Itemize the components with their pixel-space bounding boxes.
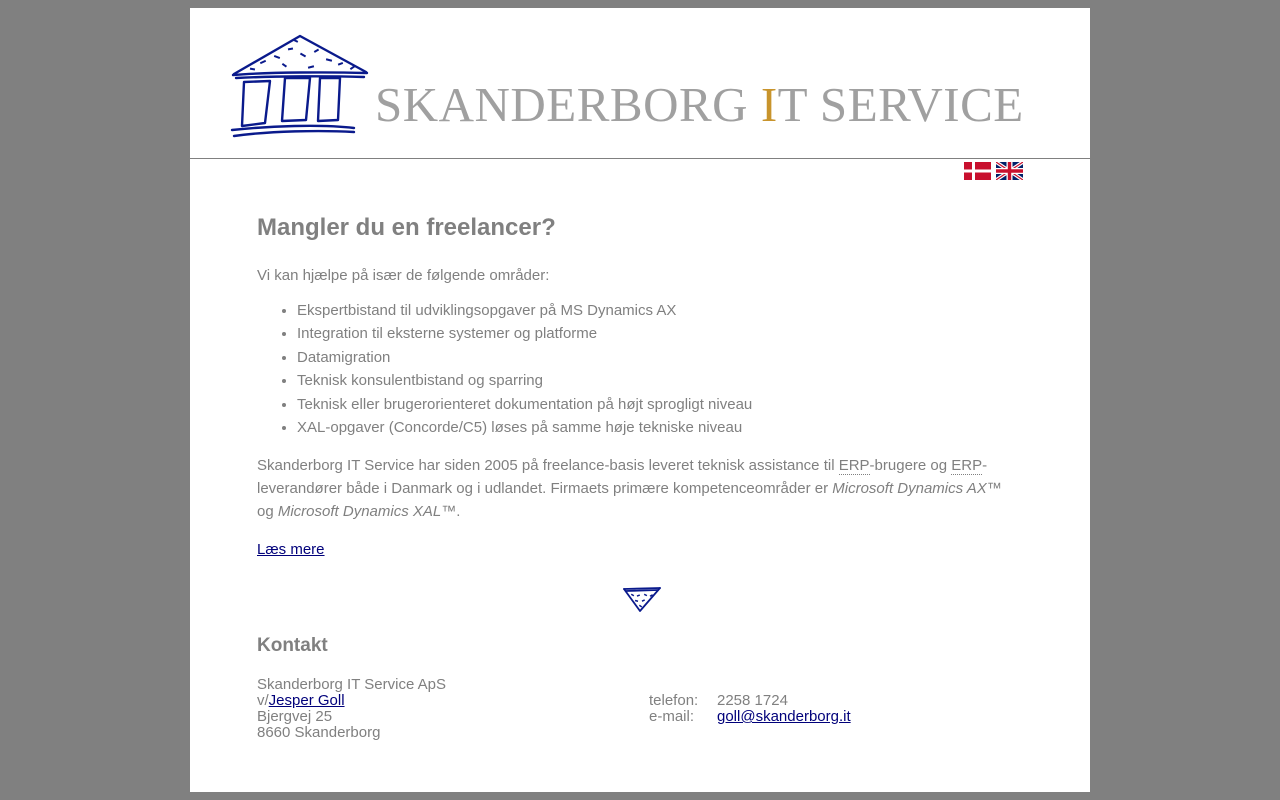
uk-flag-icon[interactable]: [996, 162, 1023, 180]
trademark-symbol: ™: [986, 480, 1002, 498]
erp-abbr[interactable]: ERP: [951, 457, 983, 475]
city-address: 8660 Skanderborg: [257, 724, 381, 741]
company-description: [257, 454, 1017, 523]
pediment-divider-icon: [622, 586, 662, 614]
contact-person-row: [257, 693, 446, 709]
email-link[interactable]: goll@skanderborg.it: [717, 708, 851, 725]
brand-wordmark: [375, 77, 1024, 132]
description-text: og: [257, 503, 278, 521]
product-name: Microsoft Dynamics AX: [832, 480, 987, 498]
main-content: [257, 208, 1017, 561]
phone-row: [649, 693, 851, 709]
intro-text: Vi kan hjælpe på især de følgende områder:: [257, 267, 550, 284]
list-item: • Integration til eksterne systemer og platforme: [297, 322, 1017, 345]
brand-text-accent: I: [760, 77, 778, 132]
brand-text-pre: SKANDERBORG: [375, 77, 761, 132]
list-item: • Teknisk eller brugerorienteret dokumentation på højt sprogligt niveau: [297, 393, 1017, 416]
email-label: e-mail:: [649, 708, 695, 725]
phone-label: telefon:: [649, 692, 699, 709]
description-text: -leverandører både i Danmark og i udlandet. Firmaets primære kompetenceområder er: [257, 457, 988, 498]
list-item: • Datamigration: [297, 346, 1017, 369]
company-name: Skanderborg IT Service ApS: [257, 676, 446, 693]
contact-heading: Kontakt: [257, 635, 328, 656]
temple-icon[interactable]: [230, 34, 370, 138]
contact-person-link[interactable]: Jesper Goll: [268, 692, 345, 709]
brand-text-post: T SERVICE: [777, 77, 1024, 132]
contact-details: [649, 693, 851, 725]
site-header: [190, 8, 1090, 159]
read-more-link[interactable]: Læs mere: [257, 541, 325, 559]
description-text: Skanderborg IT Service har siden 2005 på freelance-basis leveret teknisk assistance til: [257, 457, 839, 475]
danish-flag-icon[interactable]: [964, 162, 991, 180]
service-areas-list: [257, 299, 1017, 439]
email-row: [649, 709, 851, 725]
phone-number: 2258 1724: [717, 692, 788, 709]
erp-abbr[interactable]: ERP: [838, 457, 870, 475]
attn-prefix: v/: [257, 692, 269, 709]
street-address: Bjergvej 25: [257, 708, 333, 725]
description-text: .: [456, 503, 461, 521]
trademark-symbol: ™: [441, 503, 457, 521]
description-text: -brugere og: [869, 457, 952, 475]
page-title: Mangler du en freelancer?: [257, 214, 556, 241]
list-item: • XAL-opgaver (Concorde/C5) løses på samme høje tekniske niveau: [297, 416, 1017, 439]
list-item: • Ekspertbistand til udviklingsopgaver på MS Dynamics AX: [297, 299, 1017, 322]
page-container: [190, 8, 1090, 792]
list-item: • Teknisk konsulentbistand og sparring: [297, 369, 1017, 392]
contact-address: [257, 677, 446, 741]
product-name: Microsoft Dynamics XAL: [277, 503, 442, 521]
